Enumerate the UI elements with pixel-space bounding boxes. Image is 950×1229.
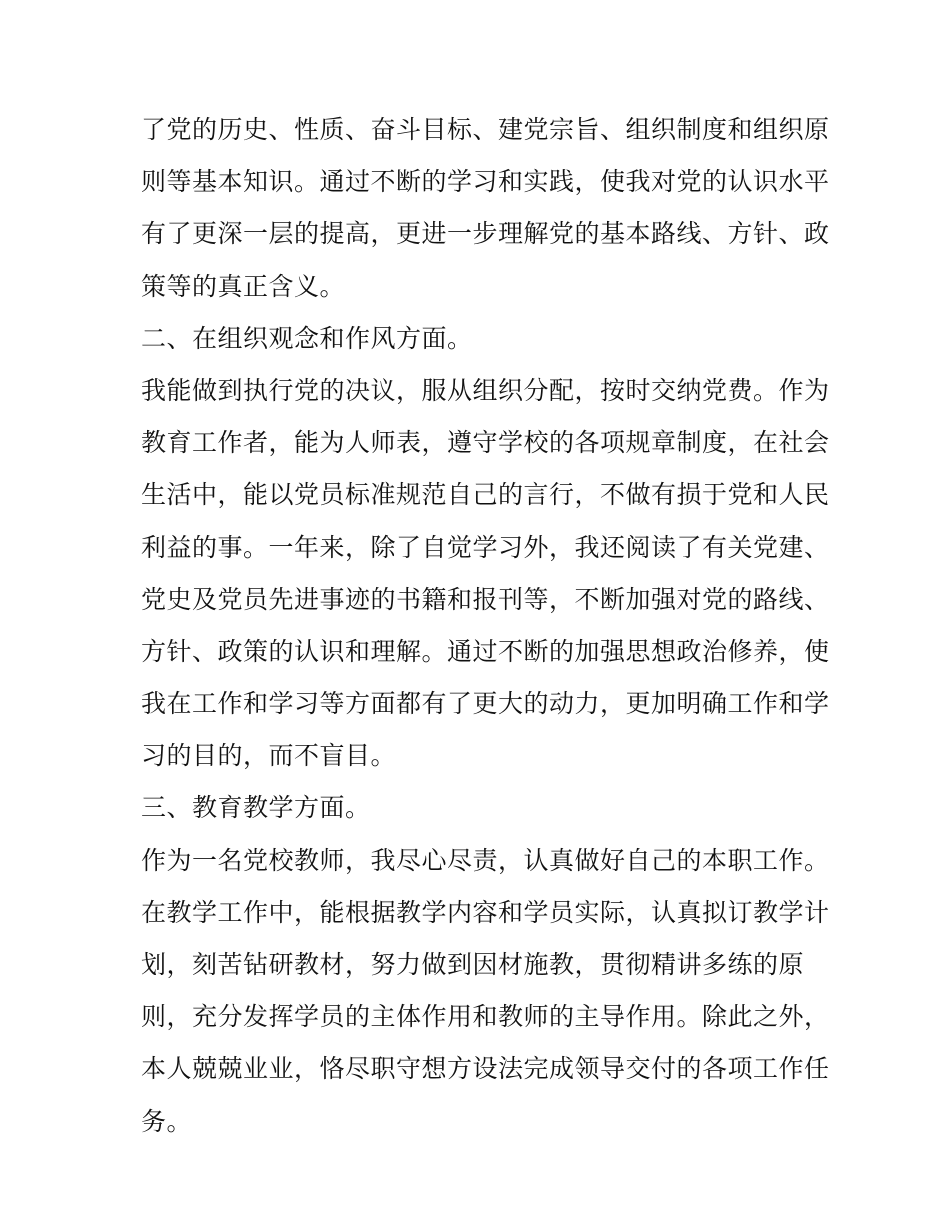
- text-line-16: 在教学工作中，能根据教学内容和学员实际，认真拟订教学计: [141, 897, 830, 927]
- text-line-6: 我能做到执行党的决议，服从组织分配，按时交纳党费。作为: [141, 375, 830, 405]
- text-line-3: 有了更深一层的提高，更进一步理解党的基本路线、方针、政: [141, 219, 830, 249]
- text-line-4: 策等的真正含义。: [141, 271, 346, 301]
- text-line-10: 党史及党员先进事迹的书籍和报刊等，不断加强对党的路线、: [141, 584, 830, 614]
- text-line-15: 作为一名党校教师，我尽心尽责，认真做好自己的本职工作。: [141, 845, 830, 875]
- text-line-12: 我在工作和学习等方面都有了更大的动力，更加明确工作和学: [141, 689, 830, 719]
- text-line-7: 教育工作者，能为人师表，遵守学校的各项规章制度，在社会: [141, 428, 830, 458]
- text-line-19: 本人兢兢业业，恪尽职守想方设法完成领导交付的各项工作任: [141, 1054, 830, 1084]
- text-line-13: 习的目的，而不盲目。: [141, 741, 397, 771]
- text-line-8: 生活中，能以党员标准规范自己的言行，不做有损于党和人民: [141, 480, 830, 510]
- section-heading-2: 二、在组织观念和作风方面。: [141, 323, 473, 353]
- text-line-9: 利益的事。一年来，除了自觉学习外，我还阅读了有关党建、: [141, 532, 830, 562]
- text-line-1: 了党的历史、性质、奋斗目标、建党宗旨、组织制度和组织原: [141, 115, 830, 144]
- text-line-2: 则等基本知识。通过不断的学习和实践，使我对党的认识水平: [141, 167, 830, 197]
- document-body: [141, 104, 830, 1148]
- section-heading-3: 三、教育教学方面。: [141, 793, 371, 823]
- text-line-11: 方针、政策的认识和理解。通过不断的加强思想政治修养，使: [141, 636, 830, 666]
- text-line-17: 划，刻苦钻研教材，努力做到因材施教，贯彻精讲多练的原: [141, 950, 805, 979]
- text-line-20: 务。: [141, 1106, 193, 1136]
- text-line-18: 则，充分发挥学员的主体作用和教师的主导作用。除此之外，: [141, 1002, 830, 1032]
